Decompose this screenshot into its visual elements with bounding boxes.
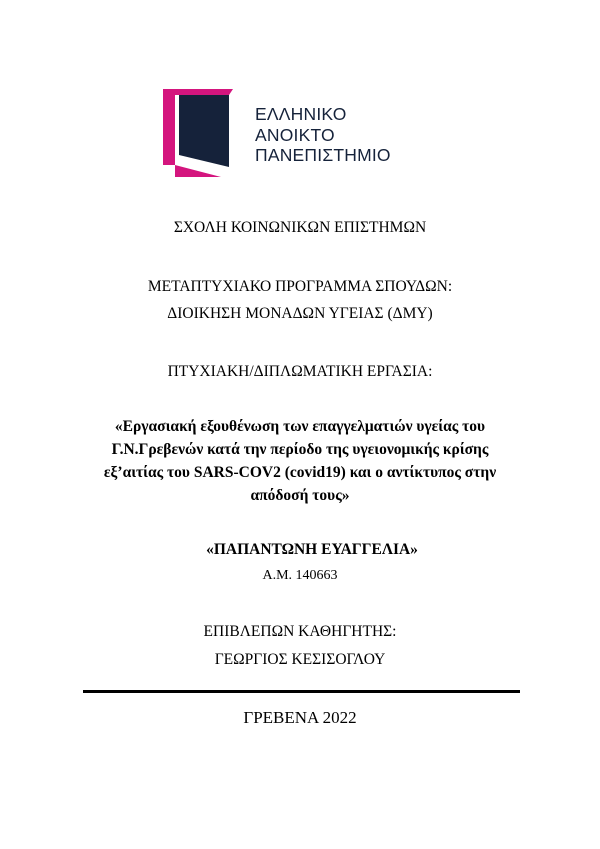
logo-line-1: ΕΛΛΗΝΙΚΟ: [255, 104, 347, 124]
thesis-title-line-4: απόδοσή τους»: [250, 487, 350, 504]
author-name: «ΠΑΠΑΝΤΩΝΗ ΕΥΑΓΓΕΛΙΑ»: [206, 541, 418, 558]
logo-line-2: ΑΝΟΙΚΤΟ: [255, 124, 335, 145]
horizontal-rule: [83, 690, 520, 693]
university-logo-mark-icon: [163, 89, 248, 177]
logo-line-3: ΠΑΝΕΠΙΣΤΗΜΙΟ: [255, 145, 391, 165]
thesis-title-line-2: Γ.Ν.Γρεβενών κατά την περίοδο της υγειονομικής κρίσης: [111, 441, 489, 458]
thesis-title-line-3: εξ’αιτίας του SARS-COV2 (covid19) και ο αντίκτυπος στην: [103, 464, 497, 481]
university-logo-text: [255, 104, 391, 166]
university-logo: [163, 89, 403, 177]
place-year: ΓΡΕΒΕΝΑ 2022: [243, 708, 357, 727]
supervisor-label: ΕΠΙΒΛΕΠΩΝ ΚΑΘΗΓΗΤΗΣ:: [203, 623, 397, 640]
program-name: ΔΙΟΙΚΗΣΗ ΜΟΝΑΔΩΝ ΥΓΕΙΑΣ (ΔΜΥ): [167, 305, 433, 322]
supervisor-name: ΓΕΩΡΓΙΟΣ ΚΕΣΙΣΟΓΛΟΥ: [214, 651, 386, 668]
thesis-title-line-1: «Εργασιακή εξουθένωση των επαγγελματιών υγείας του: [114, 418, 486, 435]
thesis-type: ΠΤΥΧΙΑΚΗ/ΔΙΠΛΩΜΑΤΙΚΗ ΕΡΓΑΣΙΑ:: [167, 363, 433, 380]
school-name: ΣΧΟΛΗ ΚΟΙΝΩΝΙΚΩΝ ΕΠΙΣΤΗΜΩΝ: [173, 219, 427, 236]
program-heading: ΜΕΤΑΠΤΥΧΙΑΚΟ ΠΡΟΓΡΑΜΜΑ ΣΠΟΥΔΩΝ:: [147, 278, 453, 295]
student-id: Α.Μ. 140663: [262, 568, 338, 583]
